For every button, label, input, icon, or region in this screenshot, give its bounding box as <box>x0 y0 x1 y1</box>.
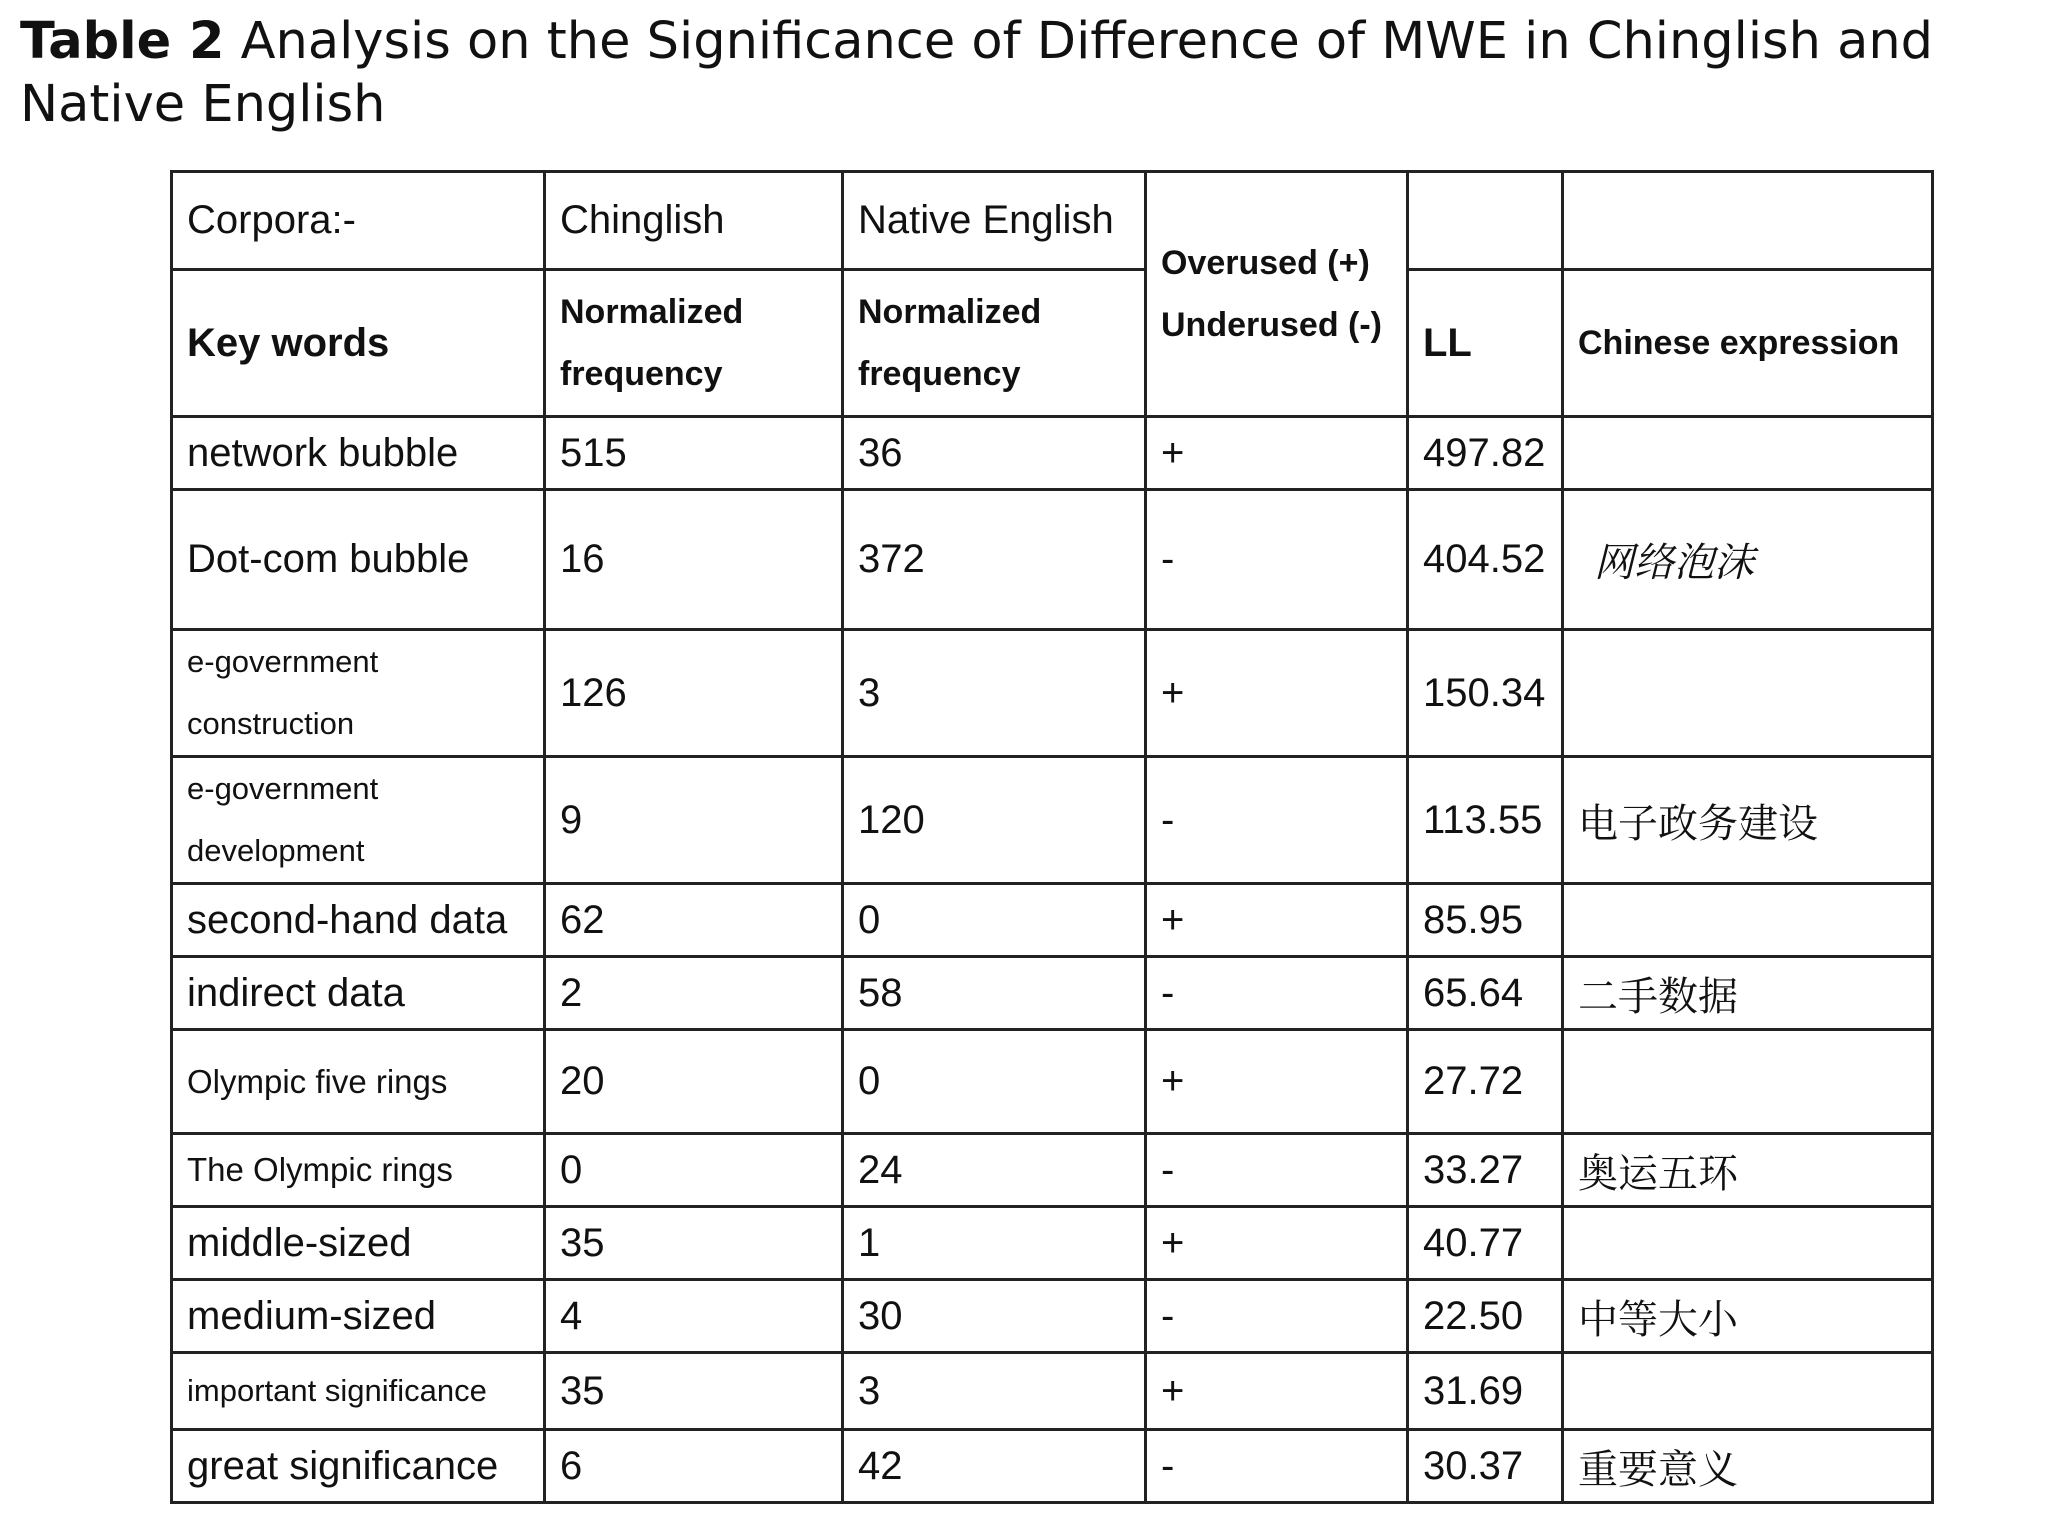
header-chinese-expression: Chinese expression <box>1563 270 1933 417</box>
cell-keyword-line1: e-government <box>187 644 379 679</box>
cell-native-freq: 58 <box>843 957 1146 1030</box>
cell-chinglish-freq: 35 <box>545 1353 843 1430</box>
cell-usage-sign: + <box>1146 1353 1408 1430</box>
cell-chinese-empty <box>1563 630 1933 757</box>
cell-chinglish-freq: 6 <box>545 1430 843 1503</box>
cell-native-freq: 1 <box>843 1207 1146 1280</box>
header-norm2-a: Normalized <box>858 293 1042 331</box>
cell-keyword: middle-sized <box>172 1207 545 1280</box>
cell-chinese-empty <box>1563 1030 1933 1134</box>
cell-keyword <box>172 757 545 884</box>
cell-native-freq: 36 <box>843 417 1146 490</box>
table-row <box>172 957 1933 1030</box>
header-norm2-b: frequency <box>858 355 1021 393</box>
cell-native-freq: 24 <box>843 1134 1146 1207</box>
cell-ll: 40.77 <box>1408 1207 1563 1280</box>
cell-usage-sign: - <box>1146 1280 1408 1353</box>
header-ll-blank <box>1408 172 1563 270</box>
cell-chinese-expression: 网络泡沫 <box>1563 490 1933 630</box>
cell-usage-sign: - <box>1146 1134 1408 1207</box>
cell-native-freq: 3 <box>843 630 1146 757</box>
table-caption-label: Table 2 <box>20 12 225 71</box>
table-row <box>172 1430 1933 1503</box>
header-overused-underused <box>1146 172 1408 417</box>
table-row <box>172 884 1933 957</box>
header-norm1-b: frequency <box>560 355 723 393</box>
table-row <box>172 1280 1933 1353</box>
cell-chinglish-freq: 4 <box>545 1280 843 1353</box>
cell-keyword: important significance <box>172 1353 545 1430</box>
cell-keyword: network bubble <box>172 417 545 490</box>
cell-ll: 85.95 <box>1408 884 1563 957</box>
table-row <box>172 630 1933 757</box>
cell-ll: 31.69 <box>1408 1353 1563 1430</box>
table-row <box>172 490 1933 630</box>
cell-usage-sign: + <box>1146 417 1408 490</box>
table-row <box>172 757 1933 884</box>
cell-chinglish-freq: 16 <box>545 490 843 630</box>
table-caption-text: Analysis on the Significance of Difference of MWE in Chinglish and Native English <box>20 12 1934 134</box>
cell-keyword: medium-sized <box>172 1280 545 1353</box>
cell-chinglish-freq: 0 <box>545 1134 843 1207</box>
cell-native-freq: 3 <box>843 1353 1146 1430</box>
cell-chinese-expression: 奥运五环 <box>1563 1134 1933 1207</box>
cell-chinese-empty <box>1563 1207 1933 1280</box>
cell-chinese-empty <box>1563 884 1933 957</box>
cell-usage-sign: - <box>1146 957 1408 1030</box>
cell-keyword-line2: construction <box>187 706 355 741</box>
cell-native-freq: 42 <box>843 1430 1146 1503</box>
cell-usage-sign: - <box>1146 1430 1408 1503</box>
header-native-normalized <box>843 270 1146 417</box>
cell-chinese-expression: 重要意义 <box>1563 1430 1933 1503</box>
cell-keyword: Dot-com bubble <box>172 490 545 630</box>
table-row <box>172 417 1933 490</box>
cell-chinese-empty <box>1563 1353 1933 1430</box>
table-caption <box>20 10 2020 136</box>
cell-native-freq: 0 <box>843 884 1146 957</box>
cell-ll: 30.37 <box>1408 1430 1563 1503</box>
cell-chinglish-freq: 62 <box>545 884 843 957</box>
header-overused: Overused (+) <box>1161 244 1370 282</box>
table-row <box>172 1134 1933 1207</box>
cell-native-freq: 0 <box>843 1030 1146 1134</box>
cell-keyword: Olympic five rings <box>172 1030 545 1134</box>
cell-keyword-line1: e-government <box>187 771 379 806</box>
cell-usage-sign: + <box>1146 1030 1408 1134</box>
cell-chinglish-freq: 9 <box>545 757 843 884</box>
cell-keyword: great significance <box>172 1430 545 1503</box>
cell-chinese-empty <box>1563 417 1933 490</box>
table-row <box>172 1353 1933 1430</box>
header-native-english: Native English <box>843 172 1146 270</box>
cell-native-freq: 120 <box>843 757 1146 884</box>
header-corpora: Corpora:- <box>172 172 545 270</box>
table-header-row-1 <box>172 172 1933 270</box>
header-chinglish: Chinglish <box>545 172 843 270</box>
cell-chinese-expression: 二手数据 <box>1563 957 1933 1030</box>
cell-native-freq: 372 <box>843 490 1146 630</box>
cell-ll: 65.64 <box>1408 957 1563 1030</box>
cell-usage-sign: + <box>1146 630 1408 757</box>
header-chinese-blank <box>1563 172 1933 270</box>
cell-usage-sign: - <box>1146 757 1408 884</box>
cell-usage-sign: - <box>1146 490 1408 630</box>
cell-keyword-line2: development <box>187 833 365 868</box>
cell-ll: 150.34 <box>1408 630 1563 757</box>
cell-chinglish-freq: 35 <box>545 1207 843 1280</box>
header-ll: LL <box>1408 270 1563 417</box>
header-norm1-a: Normalized <box>560 293 744 331</box>
cell-native-freq: 30 <box>843 1280 1146 1353</box>
cell-keyword <box>172 630 545 757</box>
cell-ll: 497.82 <box>1408 417 1563 490</box>
cell-ll: 27.72 <box>1408 1030 1563 1134</box>
header-key-words: Key words <box>172 270 545 417</box>
cell-chinese-expression: 电子政务建设 <box>1563 757 1933 884</box>
cell-keyword: The Olympic rings <box>172 1134 545 1207</box>
cell-keyword: second-hand data <box>172 884 545 957</box>
cell-ll: 22.50 <box>1408 1280 1563 1353</box>
cell-usage-sign: + <box>1146 1207 1408 1280</box>
cell-ll: 113.55 <box>1408 757 1563 884</box>
cell-chinglish-freq: 515 <box>545 417 843 490</box>
table-row <box>172 1030 1933 1134</box>
cell-chinglish-freq: 20 <box>545 1030 843 1134</box>
cell-usage-sign: + <box>1146 884 1408 957</box>
cell-keyword: indirect data <box>172 957 545 1030</box>
header-underused: Underused (-) <box>1161 306 1382 344</box>
cell-ll: 404.52 <box>1408 490 1563 630</box>
mwe-significance-table <box>170 170 1934 1504</box>
cell-ll: 33.27 <box>1408 1134 1563 1207</box>
cell-chinese-expression: 中等大小 <box>1563 1280 1933 1353</box>
table-row <box>172 1207 1933 1280</box>
cell-chinglish-freq: 2 <box>545 957 843 1030</box>
cell-chinglish-freq: 126 <box>545 630 843 757</box>
table-header-row-2 <box>172 270 1933 417</box>
header-chinglish-normalized <box>545 270 843 417</box>
